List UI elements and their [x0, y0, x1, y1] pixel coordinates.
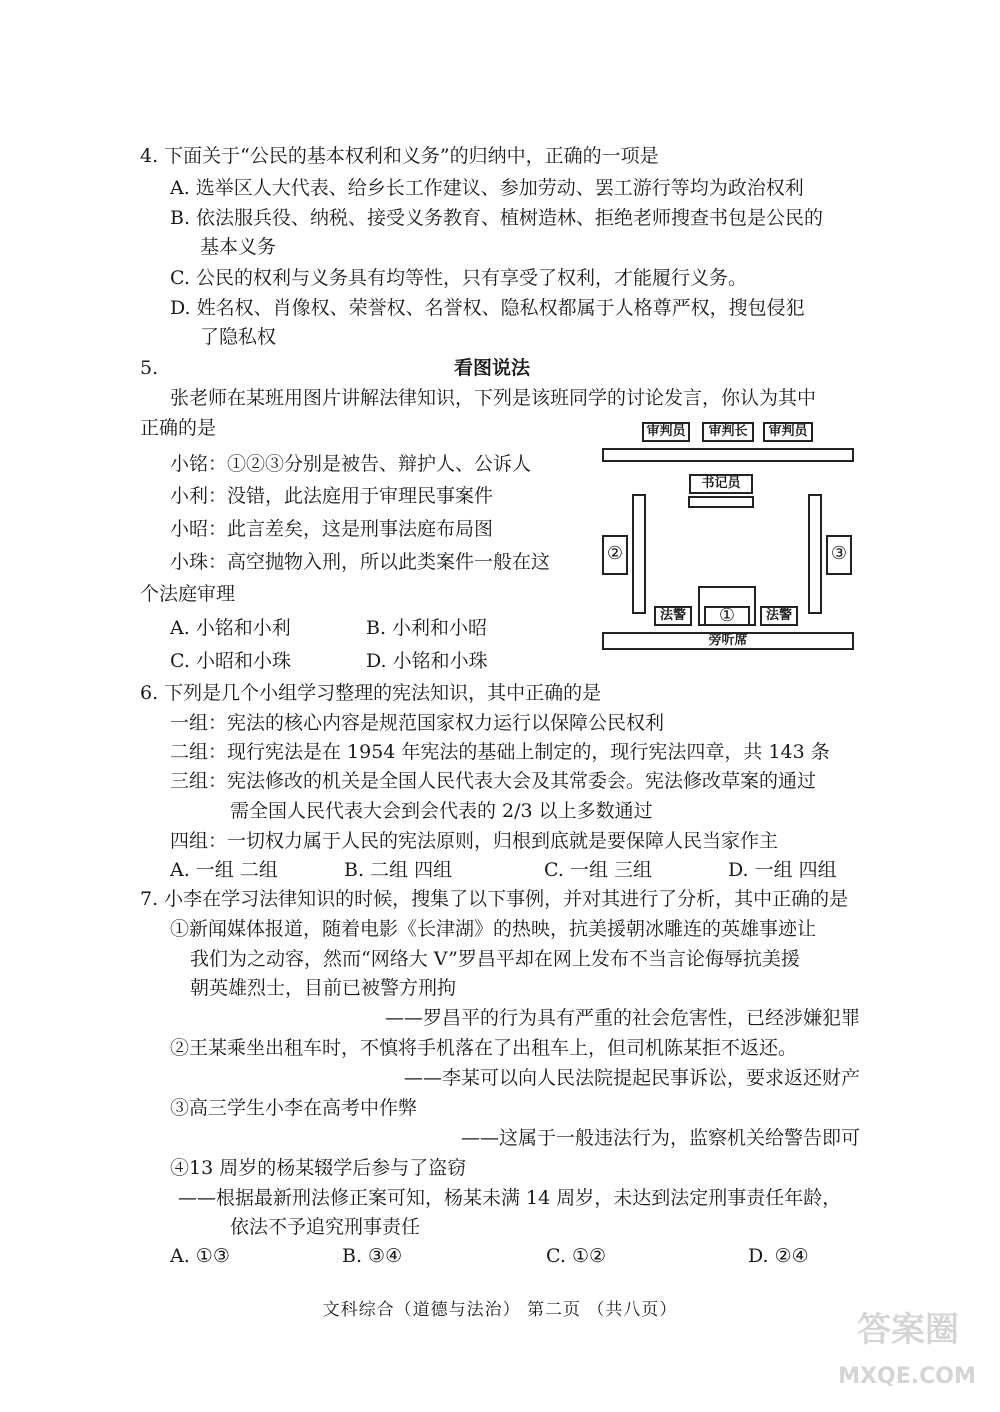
- q7-option-d: D. ②④: [748, 1245, 809, 1267]
- q6-option-d: D. 一组 四组: [728, 859, 837, 881]
- q7-example-4: ④13 周岁的杨某辍学后参与了盗窃: [170, 1157, 467, 1179]
- q5-option-c: C. 小昭和小珠: [170, 650, 291, 672]
- page-footer: 文科综合（道德与法治） 第二页 （共八页）: [322, 1300, 678, 1320]
- q7-stem: 7. 小李在学习法律知识的时候，搜集了以下事例，并对其进行了分析，其中正确的是: [140, 888, 849, 910]
- q7-example-2: ②王某乘坐出租车时，不慎将手机落在了出租车上，但司机陈某拒不返还。: [170, 1037, 798, 1059]
- q4-option-b: B. 依法服兵役、纳税、接受义务教育、植树造林、拒绝老师搜查书包是公民的: [170, 207, 824, 229]
- q6-group-3-cont: 需全国人民代表大会到会代表的 2/3 以上多数通过: [230, 800, 653, 822]
- q5-option-a: A. 小铭和小利: [170, 617, 291, 639]
- q4-stem: 4. 下面关于“公民的基本权利和义务”的归纳中，正确的一项是: [140, 145, 659, 167]
- q6-group-2: 二组：现行宪法是在 1954 年宪法的基础上制定的，现行宪法四章，共 143 条: [170, 741, 830, 763]
- q5-option-d: D. 小铭和小珠: [366, 650, 488, 672]
- q7-option-a: A. ①③: [170, 1245, 230, 1267]
- q4-option-c: C. 公民的权利与义务具有均等性，只有享受了权利，才能履行义务。: [170, 267, 747, 289]
- q7-example-1-cont: 我们为之动容，然而“网络大 V”罗昌平却在网上发布不当言论侮辱抗美援: [190, 948, 800, 970]
- gallery-label: 旁听席: [602, 632, 854, 650]
- q5-statement-3: 小昭：此言差矣，这是刑事法庭布局图: [170, 518, 494, 540]
- q6-group-1: 一组：宪法的核心内容是规范国家权力运行以保障公民权利: [170, 712, 665, 734]
- q7-analysis-4-cont: 依法不予追究刑事责任: [230, 1216, 421, 1238]
- watermark-top-text: 答案圈: [857, 1310, 959, 1350]
- q7-example-3: ③高三学生小李在高考中作弊: [170, 1097, 418, 1119]
- q6-option-a: A. 一组 二组: [170, 859, 278, 881]
- q4-option-b-cont: 基本义务: [200, 236, 277, 258]
- q4-option-a: A. 选举区人大代表、给乡长工作建议、参加劳动、罢工游行等均为政治权利: [170, 177, 804, 199]
- q5-number: 5.: [140, 357, 159, 379]
- judge-label-left: 审判员: [642, 422, 690, 442]
- courtroom-diagram: [598, 420, 856, 655]
- q5-intro-cont: 正确的是: [140, 417, 217, 439]
- q7-option-c: C. ①②: [546, 1245, 607, 1267]
- defendant-number: ①: [718, 605, 736, 626]
- q7-analysis-3: ——这属于一般违法行为，监察机关给警告即可: [460, 1127, 860, 1149]
- clerk-desk: [688, 496, 754, 508]
- judge-label-right: 审判员: [763, 422, 813, 442]
- bailiff-label-left: 法警: [654, 606, 692, 626]
- q5-statement-2: 小利：没错，此法庭用于审理民事案件: [170, 485, 494, 507]
- watermark-logo: [832, 1308, 982, 1390]
- q7-example-1: ①新闻媒体报道，随着电影《长津湖》的热映，抗美援朝冰雕连的英雄事迹让: [170, 918, 817, 940]
- q6-option-c: C. 一组 三组: [544, 859, 652, 881]
- q7-analysis-4: ——根据最新刑法修正案可知，杨某未满 14 周岁，未达到法定刑事责任年龄，: [178, 1187, 842, 1209]
- judges-bench: [602, 448, 854, 462]
- q4-option-d: D. 姓名权、肖像权、荣誉权、名誉权、隐私权都属于人格尊严权，搜包侵犯: [170, 297, 805, 319]
- q6-group-4: 四组：一切权力属于人民的宪法原则，归根到底就是要保障人民当家作主: [170, 830, 779, 852]
- q5-statement-1: 小铭：①②③分别是被告、辩护人、公诉人: [170, 453, 532, 475]
- q6-stem: 6. 下列是几个小组学习整理的宪法知识，其中正确的是: [140, 682, 602, 704]
- q7-example-1-cont2: 朝英雄烈士，目前已被警方刑拘: [190, 977, 457, 999]
- bailiff-label-right: 法警: [760, 606, 798, 626]
- clerk-label: 书记员: [689, 474, 753, 494]
- q4-option-d-cont: 了隐私权: [200, 326, 277, 348]
- q6-group-3: 三组：宪法修改的机关是全国人民代表大会及其常委会。宪法修改草案的通过: [170, 770, 817, 792]
- right-party-number: ③: [830, 543, 848, 564]
- watermark-bottom-text: MXQE.COM: [838, 1364, 976, 1389]
- right-table: [808, 494, 822, 614]
- q5-title: 看图说法: [454, 357, 531, 379]
- left-table: [632, 494, 646, 614]
- chief-judge-label: 审判长: [702, 422, 754, 442]
- q5-statement-4: 小珠：高空抛物入刑，所以此类案件一般在这: [170, 551, 551, 573]
- q7-option-b: B. ③④: [342, 1245, 403, 1267]
- q5-statement-4-cont: 个法庭审理: [140, 583, 236, 605]
- left-party-number: ②: [606, 543, 624, 564]
- q7-analysis-2: ——李某可以向人民法院提起民事诉讼，要求返还财产: [403, 1067, 860, 1089]
- q5-intro: 张老师在某班用图片讲解法律知识，下列是该班同学的讨论发言，你认为其中: [170, 387, 817, 409]
- q5-option-b: B. 小利和小昭: [366, 617, 488, 639]
- q6-option-b: B. 二组 四组: [344, 859, 453, 881]
- q7-analysis-1: ——罗昌平的行为具有严重的社会危害性，已经涉嫌犯罪: [384, 1007, 860, 1029]
